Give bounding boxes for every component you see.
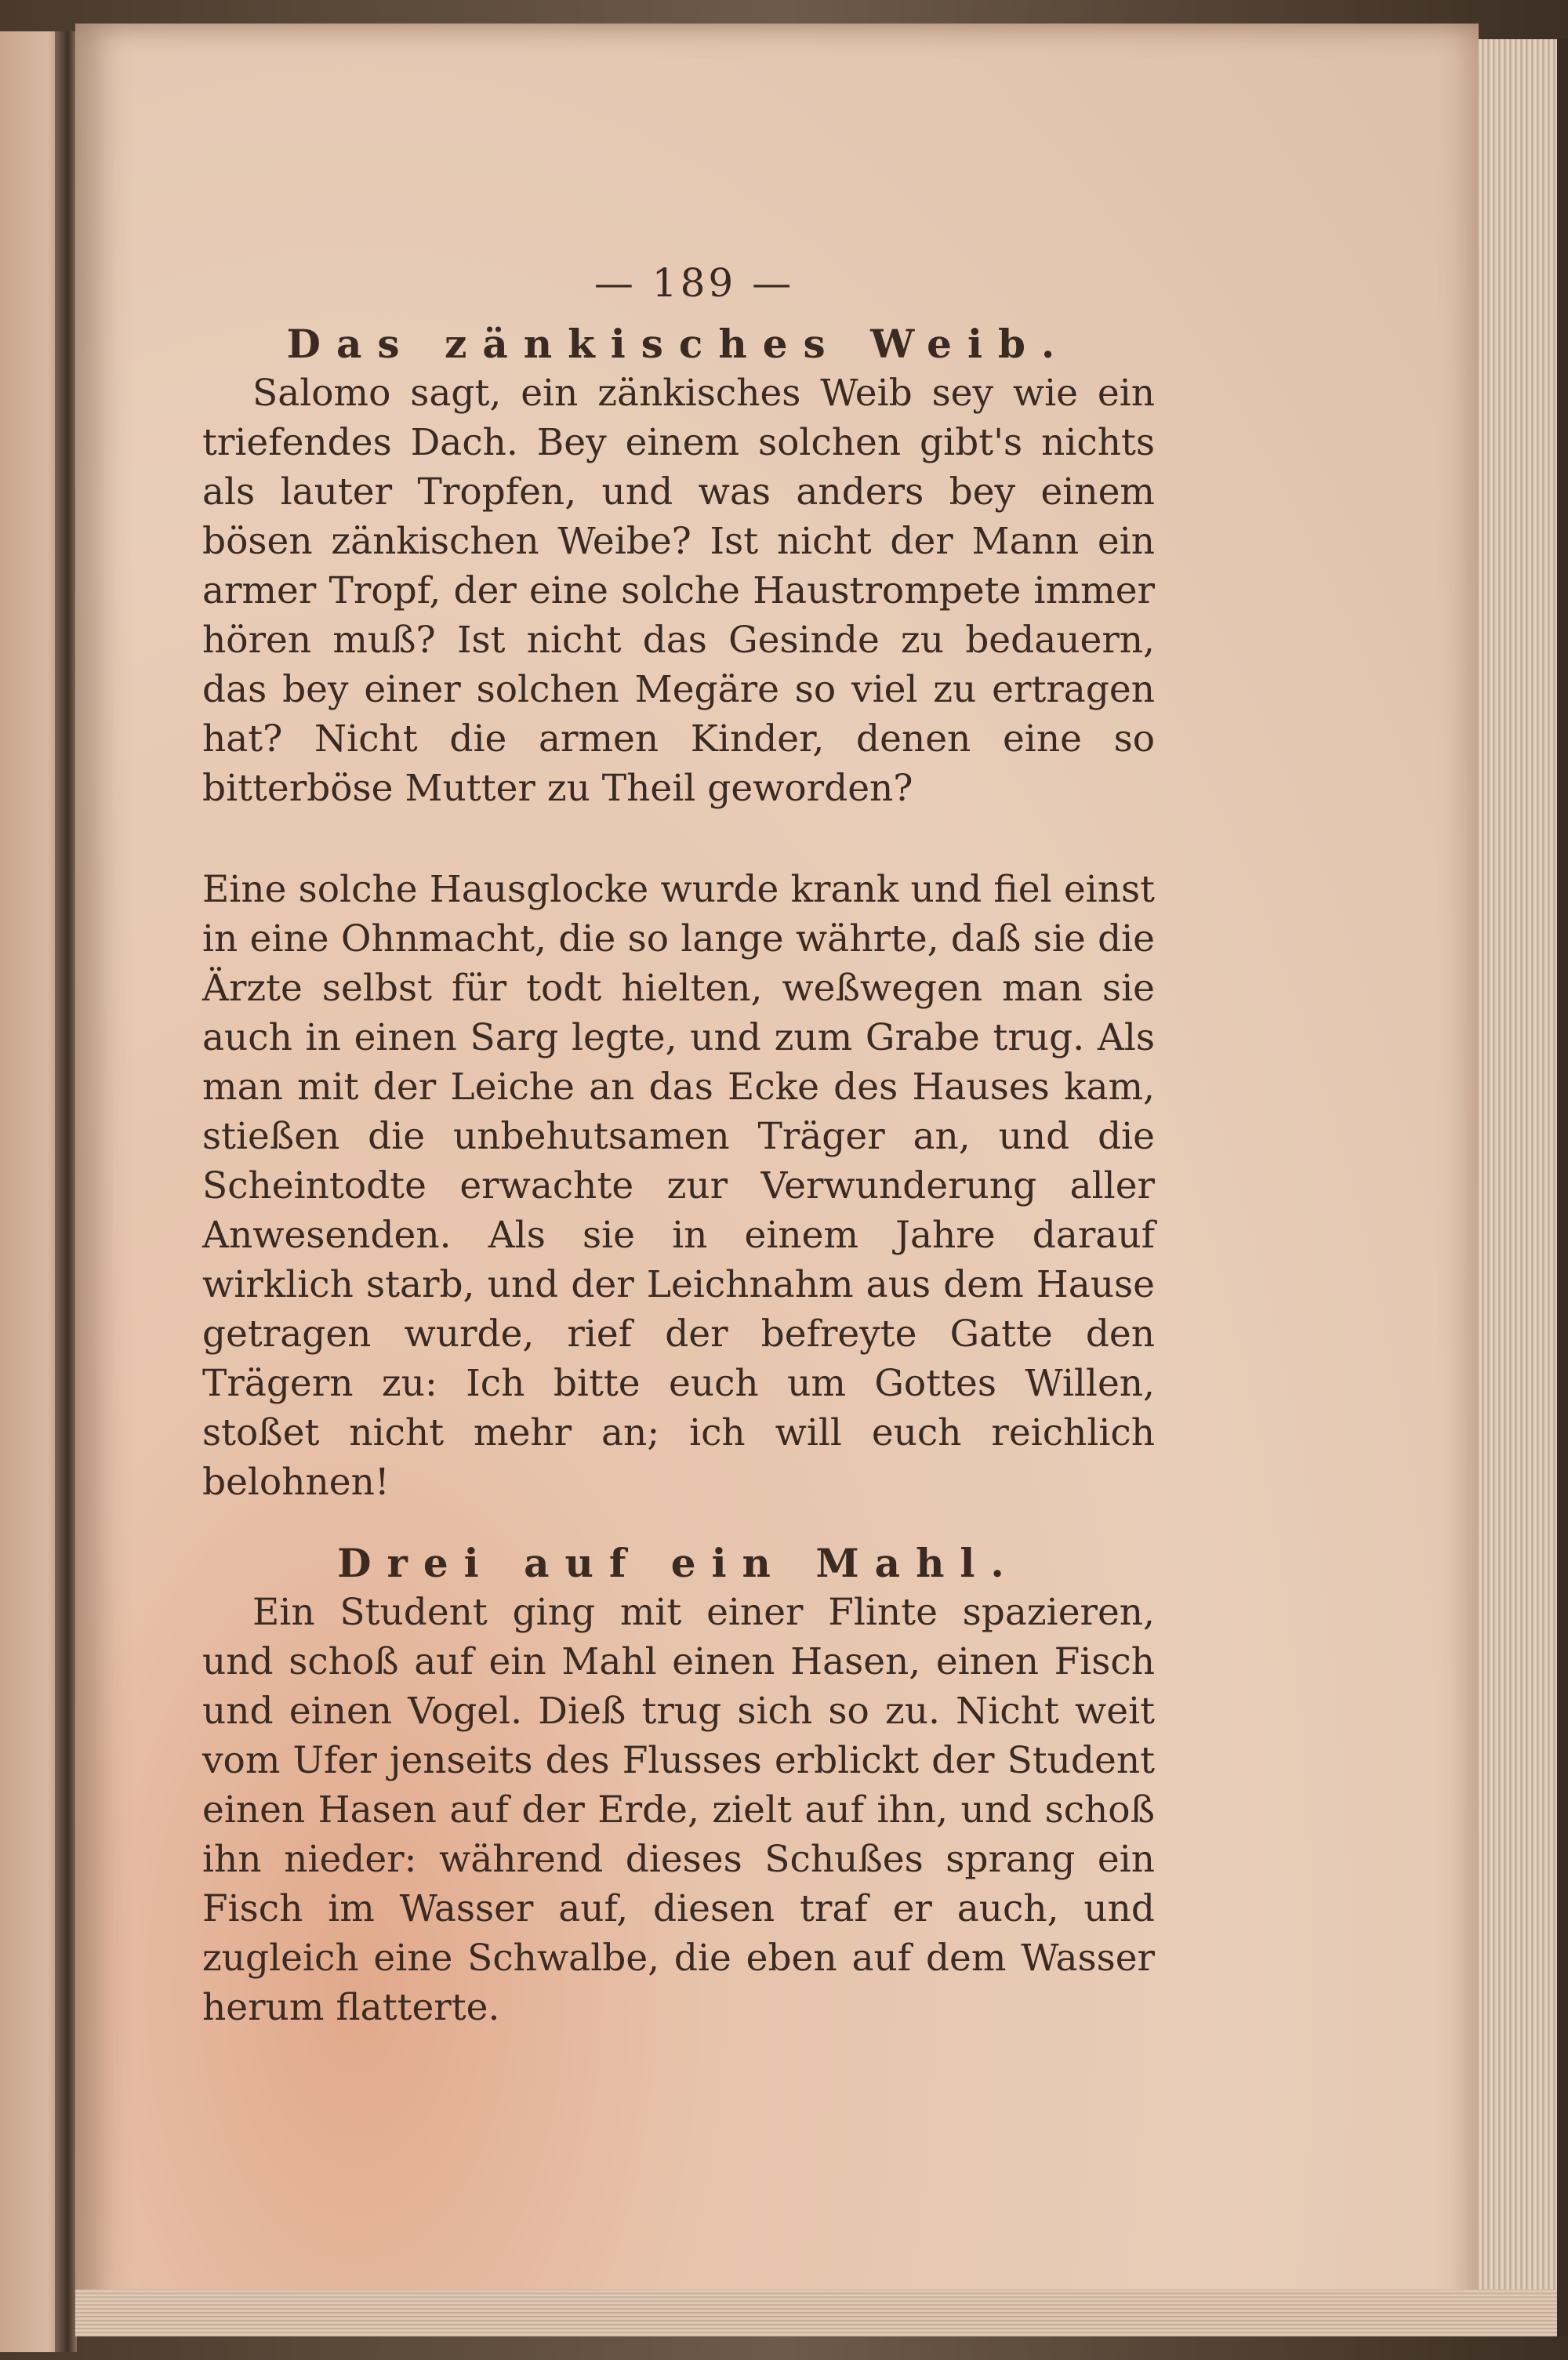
page-bottom-edges — [75, 2289, 1557, 2336]
paragraph-salomo: Salomo sagt, ein zänkisches Weib sey wie ein triefendes Dach. Bey einem solchen gibt's nichts als lauter Tropfen, und was anders bey einem bösen zänkischen Weibe? Ist nicht der Mann ein armer Tropf, der eine solche Haustrompete immer hören muß? Ist nicht das Gesinde zu bedauern, das bey einer solchen Megäre so viel zu ertragen hat? Nicht die armen Kinder, denen eine so bitterböse Mutter zu Theil geworden? — [202, 372, 1155, 810]
paragraph-gap — [202, 813, 1155, 865]
section-title-zaenkisches-weib: Das zänkisches Weib. — [286, 321, 1071, 367]
paragraph-hausglocke: Eine solche Hausglocke wurde krank und fiel einst in eine Ohnmacht, die so lange währte, daß sie die Ärzte selbst für todt hielten, weßwegen man sie auch in einen Sarg legte, und zum Grabe trug. Als man mit der Leiche an das Ecke des Hauses kam, stießen die unbehutsamen Träger an, und die Scheintodte erwachte zur Verwunderung aller Anwesenden. Als sie in einem Jahre darauf wirklich starb, und der Leichnahm aus dem Hause getragen wurde, rief der befreyte Gatte den Trägern zu: Ich bitte euch um Gottes Willen, stoßet nicht mehr an; ich will euch reichlich belohnen! — [202, 868, 1155, 1504]
book-gutter — [55, 31, 77, 2352]
paragraph-student: Ein Student ging mit einer Flinte spazieren, und schoß auf ein Mahl einen Hasen, einen Fisch und einen Vogel. Dieß trug sich so zu. Nicht weit vom Ufer jenseits des Flusses erblickt der Student einen Hasen auf der Erde, zielt auf ihn, und schoß ihn nieder: während dieses Schußes sprang ein Fisch im Wasser auf, diesen traf er auch, und zugleich eine Schwalbe, die eben auf dem Wasser herum flatterte. — [202, 1591, 1155, 2029]
page-block-edges — [1479, 39, 1568, 2336]
section-title-drei-auf-ein-mahl: Drei auf ein Mahl. — [337, 1540, 1020, 1586]
page-number: — 189 — — [593, 260, 795, 306]
page-text — [202, 259, 1155, 2032]
